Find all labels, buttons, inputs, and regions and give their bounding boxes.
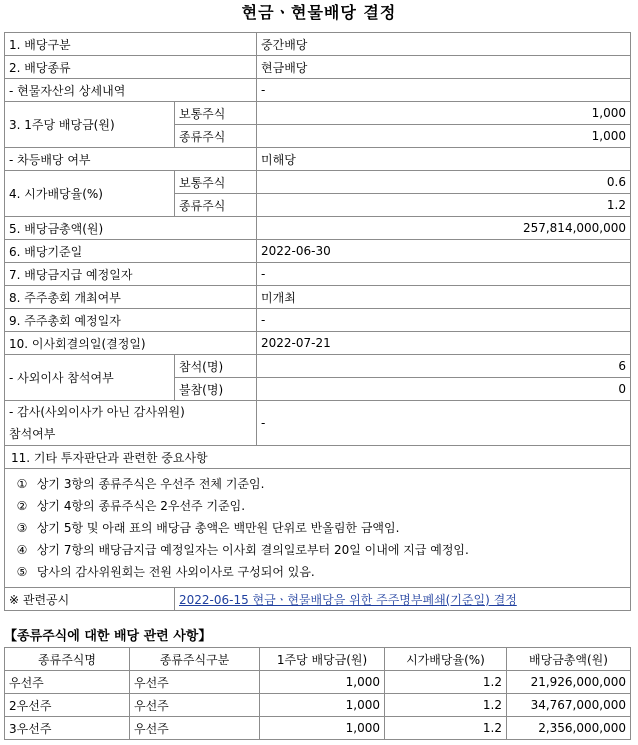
row-value: 중간배당 (257, 33, 631, 56)
row-label: - 현물자산의 상세내역 (5, 79, 257, 102)
row-label: 9. 주주총회 예정일자 (5, 309, 257, 332)
dividend-decision-table (4, 32, 631, 611)
section-title: 【종류주식에 대한 배당 관련 사항】 (4, 629, 212, 644)
row-value: 미해당 (257, 148, 631, 171)
row-label: 2. 배당종류 (5, 56, 257, 79)
note-text: 상기 4항의 종류주식은 2우선주 기준임. (36, 499, 246, 513)
note-text: 상기 3항의 종류주식은 우선주 전체 기준임. (36, 477, 265, 491)
row-value: - (257, 79, 631, 102)
row-label: 11. 기타 투자판단과 관련한 중요사항 (5, 446, 631, 469)
table-row (5, 588, 631, 611)
table-row (5, 717, 631, 740)
table-row (5, 217, 631, 240)
row-label: 7. 배당금지급 예정일자 (5, 263, 257, 286)
row-sublabel: 불참(명) (175, 378, 257, 401)
related-disclosure-cell (175, 588, 631, 611)
row-value: 6 (257, 355, 631, 378)
row-label: 3. 1주당 배당금(원) (5, 102, 175, 148)
table-cell: 1.2 (385, 717, 507, 740)
column-header: 1주당 배당금(원) (260, 648, 385, 671)
table-row (5, 332, 631, 355)
notes-cell (5, 469, 631, 588)
row-label: - 차등배당 여부 (5, 148, 257, 171)
related-disclosure-label: ※ 관련공시 (5, 588, 175, 611)
row-label: 4. 시가배당율(%) (5, 171, 175, 217)
table-row (5, 309, 631, 332)
table-row (5, 286, 631, 309)
row-value: 1.2 (257, 194, 631, 217)
table-cell: 1,000 (260, 671, 385, 694)
row-value: 0 (257, 378, 631, 401)
row-value: 0.6 (257, 171, 631, 194)
table-cell: 3우선주 (5, 717, 130, 740)
row-sublabel: 보통주식 (175, 102, 257, 125)
note-mark: ③ (16, 521, 28, 535)
note-mark: ② (16, 499, 28, 513)
notes-row (5, 469, 631, 588)
table-header-row (5, 648, 631, 671)
table-row (5, 148, 631, 171)
note-item (11, 561, 624, 583)
table-row (5, 446, 631, 469)
note-item (11, 473, 624, 495)
table-row (5, 694, 631, 717)
row-value: 1,000 (257, 102, 631, 125)
page-title: 현금ㆍ현물배당 결정 (241, 3, 397, 22)
preferred-stock-dividend-table (4, 647, 631, 740)
row-label: 1. 배당구분 (5, 33, 257, 56)
row-sublabel: 보통주식 (175, 171, 257, 194)
table-cell: 2,356,000,000 (507, 717, 631, 740)
row-label: 8. 주주총회 개최여부 (5, 286, 257, 309)
column-header: 종류주식명 (5, 648, 130, 671)
note-text: 상기 7항의 배당금지급 예정일자는 이사회 결의일로부터 20일 이내에 지급 예정임. (36, 543, 469, 557)
table-cell: 1,000 (260, 694, 385, 717)
row-value: - (257, 263, 631, 286)
table-cell: 2우선주 (5, 694, 130, 717)
table-cell: 우선주 (5, 671, 130, 694)
row-label: 10. 이사회결의일(결정일) (5, 332, 257, 355)
column-header: 배당금총액(원) (507, 648, 631, 671)
table-cell: 34,767,000,000 (507, 694, 631, 717)
table-row (5, 56, 631, 79)
column-header: 시가배당율(%) (385, 648, 507, 671)
row-sublabel: 참석(명) (175, 355, 257, 378)
table-cell: 우선주 (130, 694, 260, 717)
table-row (5, 240, 631, 263)
row-value: - (257, 401, 631, 446)
table-cell: 1.2 (385, 671, 507, 694)
note-mark: ① (16, 477, 28, 491)
table-row (5, 33, 631, 56)
table-cell: 1.2 (385, 694, 507, 717)
table-row (5, 102, 631, 125)
table-row (5, 263, 631, 286)
row-value: - (257, 309, 631, 332)
table-row (5, 171, 631, 194)
row-value: 257,814,000,000 (257, 217, 631, 240)
row-label (5, 401, 257, 446)
column-header: 종류주식구분 (130, 648, 260, 671)
row-value: 1,000 (257, 125, 631, 148)
related-disclosure-link[interactable]: 2022-06-15 현금ㆍ현물배당을 위한 주주명부폐쇄(기준일) 결정 (179, 592, 517, 607)
row-label: - 사외이사 참석여부 (5, 355, 175, 401)
note-text: 당사의 감사위원회는 전원 사외이사로 구성되어 있음. (36, 565, 315, 579)
table-row (5, 671, 631, 694)
row-value: 2022-06-30 (257, 240, 631, 263)
table-cell: 우선주 (130, 671, 260, 694)
note-text: 상기 5항 및 아래 표의 배당금 총액은 백만원 단위로 반올림한 금액임. (36, 521, 400, 535)
row-value: 현금배당 (257, 56, 631, 79)
table-row (5, 79, 631, 102)
row-sublabel: 종류주식 (175, 194, 257, 217)
table-row (5, 355, 631, 378)
row-label: 5. 배당금총액(원) (5, 217, 257, 240)
note-item (11, 495, 624, 517)
row-sublabel: 종류주식 (175, 125, 257, 148)
table-cell: 1,000 (260, 717, 385, 740)
table-cell: 우선주 (130, 717, 260, 740)
row-value: 2022-07-21 (257, 332, 631, 355)
note-mark: ⑤ (16, 565, 28, 579)
table-cell: 21,926,000,000 (507, 671, 631, 694)
note-item (11, 539, 624, 561)
row-label-line: 참석여부 (9, 427, 56, 441)
note-item (11, 517, 624, 539)
table-row (5, 401, 631, 446)
row-value: 미개최 (257, 286, 631, 309)
row-label-line: - 감사(사외이사가 아닌 감사위원) (9, 405, 185, 419)
row-label: 6. 배당기준일 (5, 240, 257, 263)
note-mark: ④ (16, 543, 28, 557)
